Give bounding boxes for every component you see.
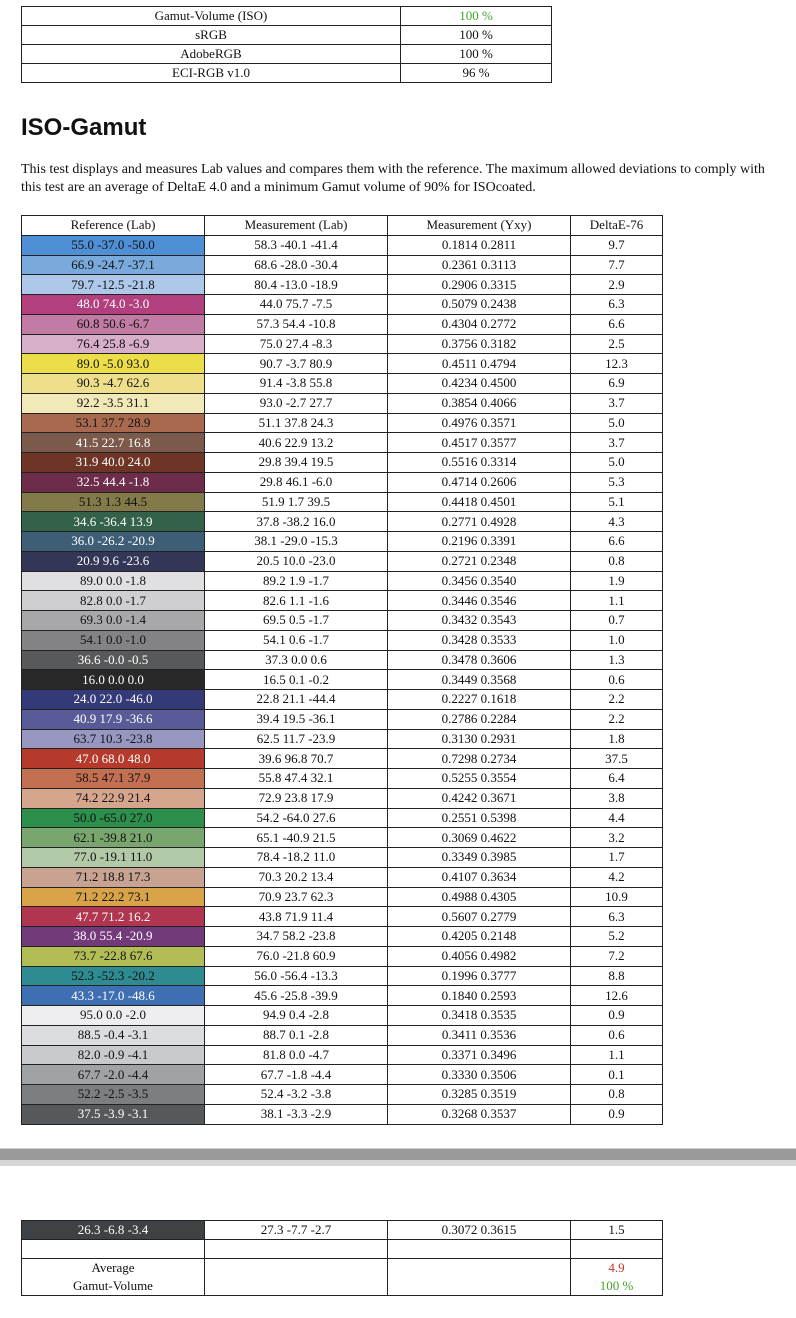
table-row	[22, 769, 663, 789]
table-row	[22, 848, 663, 868]
table-row	[22, 709, 663, 729]
deltae-cell: 2.2	[571, 690, 663, 710]
reference-lab-cell: 58.5 47.1 37.9	[22, 769, 205, 789]
measurement-yxy-cell: 0.3418 0.3535	[388, 1006, 571, 1026]
page-break-shadow	[0, 1160, 796, 1166]
deltae-cell: 6.9	[571, 374, 663, 394]
measurement-lab-cell: 16.5 0.1 -0.2	[205, 670, 388, 690]
measurement-yxy-cell: 0.4242 0.3671	[388, 788, 571, 808]
measurement-yxy-cell: 0.5607 0.2779	[388, 907, 571, 927]
reference-lab-cell: 38.0 55.4 -20.9	[22, 927, 205, 947]
measurement-yxy-cell: 0.2721 0.2348	[388, 551, 571, 571]
measurement-lab-cell: 67.7 -1.8 -4.4	[205, 1065, 388, 1085]
measurement-lab-cell: 72.9 23.8 17.9	[205, 788, 388, 808]
measurement-lab-cell: 58.3 -40.1 -41.4	[205, 235, 388, 255]
measurement-lab-cell: 76.0 -21.8 60.9	[205, 946, 388, 966]
gamut-volume-table	[21, 6, 552, 83]
table-row	[22, 1104, 663, 1124]
average-value: 4.9	[571, 1259, 663, 1278]
measurement-lab-cell: 45.6 -25.8 -39.9	[205, 986, 388, 1006]
measurement-lab-cell: 75.0 27.4 -8.3	[205, 334, 388, 354]
table-row	[22, 512, 663, 532]
table-row	[22, 630, 663, 650]
reference-lab-cell: 53.1 37.7 28.9	[22, 413, 205, 433]
measurement-lab-cell: 40.6 22.9 13.2	[205, 433, 388, 453]
deltae-cell: 6.3	[571, 295, 663, 315]
measurement-yxy-cell: 0.4511 0.4794	[388, 354, 571, 374]
deltae-cell: 1.5	[571, 1221, 663, 1240]
measurement-yxy-cell: 0.3854 0.4066	[388, 393, 571, 413]
measurement-yxy-cell: 0.5516 0.3314	[388, 453, 571, 473]
reference-lab-cell: 62.1 -39.8 21.0	[22, 828, 205, 848]
deltae-cell: 8.8	[571, 966, 663, 986]
table-row	[22, 690, 663, 710]
measurement-lab-cell: 29.8 46.1 -6.0	[205, 472, 388, 492]
measurement-lab-cell: 38.1 -3.3 -2.9	[205, 1104, 388, 1124]
table-row	[22, 393, 663, 413]
measurement-yxy-cell: 0.3756 0.3182	[388, 334, 571, 354]
deltae-cell: 9.7	[571, 235, 663, 255]
reference-lab-cell: 89.0 -5.0 93.0	[22, 354, 205, 374]
measurement-lab-cell: 91.4 -3.8 55.8	[205, 374, 388, 394]
deltae-cell: 12.3	[571, 354, 663, 374]
reference-lab-cell: 60.8 50.6 -6.7	[22, 314, 205, 334]
measurement-yxy-cell: 0.4107 0.3634	[388, 867, 571, 887]
header-measurement-lab: Measurement (Lab)	[205, 216, 388, 236]
table-header-row	[22, 216, 663, 236]
table-row	[22, 927, 663, 947]
reference-lab-cell: 74.2 22.9 21.4	[22, 788, 205, 808]
reference-lab-cell: 79.7 -12.5 -21.8	[22, 275, 205, 295]
deltae-cell: 2.5	[571, 334, 663, 354]
measurement-yxy-cell: 0.3069 0.4622	[388, 828, 571, 848]
gamut-value: 96 %	[401, 64, 552, 83]
measurement-yxy-cell: 0.3285 0.3519	[388, 1085, 571, 1105]
table-row	[22, 354, 663, 374]
measurement-yxy-cell: 0.3456 0.3540	[388, 571, 571, 591]
measurement-lab-cell: 44.0 75.7 -7.5	[205, 295, 388, 315]
reference-lab-cell: 47.7 71.2 16.2	[22, 907, 205, 927]
measurement-lab-cell: 37.3 0.0 0.6	[205, 650, 388, 670]
reference-lab-cell: 73.7 -22.8 67.6	[22, 946, 205, 966]
measurement-lab-cell: 54.1 0.6 -1.7	[205, 630, 388, 650]
measurement-yxy-cell: 0.3072 0.3615	[388, 1221, 571, 1240]
deltae-cell: 37.5	[571, 749, 663, 769]
table-row	[22, 314, 663, 334]
reference-lab-cell: 51.3 1.3 44.5	[22, 492, 205, 512]
reference-lab-cell: 43.3 -17.0 -48.6	[22, 986, 205, 1006]
reference-lab-cell: 36.0 -26.2 -20.9	[22, 532, 205, 552]
measurement-lab-cell: 82.6 1.1 -1.6	[205, 591, 388, 611]
deltae-cell: 1.0	[571, 630, 663, 650]
table-row	[22, 255, 663, 275]
measurement-yxy-cell: 0.3349 0.3985	[388, 848, 571, 868]
measurement-lab-cell: 56.0 -56.4 -13.3	[205, 966, 388, 986]
measurement-yxy-cell: 0.2771 0.4928	[388, 512, 571, 532]
reference-lab-cell: 82.0 -0.9 -4.1	[22, 1045, 205, 1065]
table-row	[22, 1085, 663, 1105]
measurement-yxy-cell: 0.4976 0.3571	[388, 413, 571, 433]
reference-lab-cell: 55.0 -37.0 -50.0	[22, 235, 205, 255]
table-row	[22, 986, 663, 1006]
measurement-yxy-cell: 0.1840 0.2593	[388, 986, 571, 1006]
table-row	[22, 1006, 663, 1026]
deltae-cell: 0.9	[571, 1006, 663, 1026]
measurement-yxy-cell: 0.2196 0.3391	[388, 532, 571, 552]
gamut-label: ECI-RGB v1.0	[22, 64, 401, 83]
measurement-yxy-cell: 0.2906 0.3315	[388, 275, 571, 295]
table-row	[22, 374, 663, 394]
measurement-yxy-cell: 0.3130 0.2931	[388, 729, 571, 749]
table-row	[22, 946, 663, 966]
deltae-cell: 3.7	[571, 393, 663, 413]
measurement-yxy-cell: 0.3268 0.3537	[388, 1104, 571, 1124]
deltae-cell: 10.9	[571, 887, 663, 907]
deltae-cell: 2.9	[571, 275, 663, 295]
deltae-cell: 0.6	[571, 1025, 663, 1045]
reference-lab-cell: 66.9 -24.7 -37.1	[22, 255, 205, 275]
table-row	[22, 334, 663, 354]
measurement-yxy-cell: 0.3478 0.3606	[388, 650, 571, 670]
deltae-cell: 7.2	[571, 946, 663, 966]
gamut-volume-label: Gamut-Volume	[22, 1277, 205, 1296]
deltae-cell: 3.7	[571, 433, 663, 453]
deltae-cell: 4.4	[571, 808, 663, 828]
measurement-lab-cell: 90.7 -3.7 80.9	[205, 354, 388, 374]
table-row	[22, 907, 663, 927]
measurement-lab-cell: 34.7 58.2 -23.8	[205, 927, 388, 947]
deltae-cell: 7.7	[571, 255, 663, 275]
reference-lab-cell: 71.2 22.2 73.1	[22, 887, 205, 907]
test-description: This test displays and measures Lab values and compares them with the reference. The maximum allowed deviations to comply with this test are an average of DeltaE 4.0 and a minimum Gamut volume of 90% for ISOcoated.	[21, 162, 765, 195]
iso-gamut-table	[21, 215, 663, 1125]
deltae-cell: 1.3	[571, 650, 663, 670]
measurement-yxy-cell: 0.1996 0.3777	[388, 966, 571, 986]
measurement-yxy-cell: 0.4205 0.2148	[388, 927, 571, 947]
measurement-lab-cell: 29.8 39.4 19.5	[205, 453, 388, 473]
measurement-lab-cell: 68.6 -28.0 -30.4	[205, 255, 388, 275]
measurement-yxy-cell: 0.4418 0.4501	[388, 492, 571, 512]
measurement-lab-cell: 43.8 71.9 11.4	[205, 907, 388, 927]
reference-lab-cell: 54.1 0.0 -1.0	[22, 630, 205, 650]
measurement-lab-cell: 54.2 -64.0 27.6	[205, 808, 388, 828]
deltae-cell: 0.9	[571, 1104, 663, 1124]
empty-cell	[571, 1240, 663, 1259]
header-reference-lab: Reference (Lab)	[22, 216, 205, 236]
deltae-cell: 0.6	[571, 670, 663, 690]
measurement-lab-cell: 27.3 -7.7 -2.7	[205, 1221, 388, 1240]
measurement-lab-cell: 81.8 0.0 -4.7	[205, 1045, 388, 1065]
reference-lab-cell: 24.0 22.0 -46.0	[22, 690, 205, 710]
empty-cell	[22, 1240, 205, 1259]
measurement-lab-cell: 20.5 10.0 -23.0	[205, 551, 388, 571]
deltae-cell: 4.2	[571, 867, 663, 887]
table-row	[22, 828, 663, 848]
measurement-yxy-cell: 0.3446 0.3546	[388, 591, 571, 611]
reference-lab-cell: 48.0 74.0 -3.0	[22, 295, 205, 315]
table-row	[22, 729, 663, 749]
table-row	[22, 295, 663, 315]
table-row	[22, 808, 663, 828]
deltae-cell: 0.7	[571, 611, 663, 631]
gamut-row	[22, 7, 552, 26]
table-row	[22, 1045, 663, 1065]
empty-row	[22, 1240, 663, 1259]
table-row	[22, 413, 663, 433]
deltae-cell: 5.0	[571, 453, 663, 473]
deltae-cell: 6.3	[571, 907, 663, 927]
reference-lab-cell: 63.7 10.3 -23.8	[22, 729, 205, 749]
measurement-yxy-cell: 0.3371 0.3496	[388, 1045, 571, 1065]
reference-lab-cell: 37.5 -3.9 -3.1	[22, 1104, 205, 1124]
section-title: ISO-Gamut	[21, 114, 147, 141]
measurement-lab-cell: 39.6 96.8 70.7	[205, 749, 388, 769]
measurement-lab-cell: 70.3 20.2 13.4	[205, 867, 388, 887]
measurement-yxy-cell: 0.2227 0.1618	[388, 690, 571, 710]
gamut-row	[22, 45, 552, 64]
measurement-lab-cell: 52.4 -3.2 -3.8	[205, 1085, 388, 1105]
gamut-label: sRGB	[22, 26, 401, 45]
reference-lab-cell: 71.2 18.8 17.3	[22, 867, 205, 887]
reference-lab-cell: 52.3 -52.3 -20.2	[22, 966, 205, 986]
measurement-lab-cell: 38.1 -29.0 -15.3	[205, 532, 388, 552]
deltae-cell: 6.6	[571, 314, 663, 334]
measurement-lab-cell: 39.4 19.5 -36.1	[205, 709, 388, 729]
reference-lab-cell: 40.9 17.9 -36.6	[22, 709, 205, 729]
measurement-yxy-cell: 0.2361 0.3113	[388, 255, 571, 275]
reference-lab-cell: 36.6 -0.0 -0.5	[22, 650, 205, 670]
deltae-cell: 2.2	[571, 709, 663, 729]
table-row	[22, 433, 663, 453]
reference-lab-cell: 41.5 22.7 16.8	[22, 433, 205, 453]
measurement-yxy-cell: 0.2786 0.2284	[388, 709, 571, 729]
empty-cell	[205, 1259, 388, 1278]
table-row	[22, 472, 663, 492]
measurement-yxy-cell: 0.5255 0.3554	[388, 769, 571, 789]
gamut-label: Gamut-Volume (ISO)	[22, 7, 401, 26]
measurement-yxy-cell: 0.4517 0.3577	[388, 433, 571, 453]
average-row	[22, 1259, 663, 1278]
measurement-lab-cell: 51.9 1.7 39.5	[205, 492, 388, 512]
table-row	[22, 1065, 663, 1085]
gamut-row	[22, 64, 552, 83]
deltae-cell: 1.8	[571, 729, 663, 749]
measurement-lab-cell: 57.3 54.4 -10.8	[205, 314, 388, 334]
reference-lab-cell: 69.3 0.0 -1.4	[22, 611, 205, 631]
deltae-cell: 6.4	[571, 769, 663, 789]
measurement-lab-cell: 51.1 37.8 24.3	[205, 413, 388, 433]
gamut-value: 100 %	[401, 45, 552, 64]
deltae-cell: 3.2	[571, 828, 663, 848]
deltae-cell: 12.6	[571, 986, 663, 1006]
summary-table	[21, 1220, 663, 1296]
deltae-cell: 6.6	[571, 532, 663, 552]
table-row	[22, 670, 663, 690]
deltae-cell: 4.3	[571, 512, 663, 532]
measurement-yxy-cell: 0.7298 0.2734	[388, 749, 571, 769]
measurement-yxy-cell: 0.4056 0.4982	[388, 946, 571, 966]
measurement-yxy-cell: 0.2551 0.5398	[388, 808, 571, 828]
reference-lab-cell: 76.4 25.8 -6.9	[22, 334, 205, 354]
measurement-lab-cell: 62.5 11.7 -23.9	[205, 729, 388, 749]
measurement-lab-cell: 69.5 0.5 -1.7	[205, 611, 388, 631]
reference-lab-cell: 26.3 -6.8 -3.4	[22, 1221, 205, 1240]
table-row	[22, 1221, 663, 1240]
reference-lab-cell: 50.0 -65.0 27.0	[22, 808, 205, 828]
measurement-lab-cell: 22.8 21.1 -44.4	[205, 690, 388, 710]
empty-cell	[388, 1240, 571, 1259]
table-row	[22, 611, 663, 631]
empty-cell	[388, 1259, 571, 1278]
deltae-cell: 5.1	[571, 492, 663, 512]
table-row	[22, 887, 663, 907]
measurement-lab-cell: 65.1 -40.9 21.5	[205, 828, 388, 848]
measurement-lab-cell: 80.4 -13.0 -18.9	[205, 275, 388, 295]
table-row	[22, 788, 663, 808]
gamut-row	[22, 26, 552, 45]
deltae-cell: 5.0	[571, 413, 663, 433]
deltae-cell: 5.3	[571, 472, 663, 492]
measurement-lab-cell: 88.7 0.1 -2.8	[205, 1025, 388, 1045]
average-label: Average	[22, 1259, 205, 1278]
measurement-yxy-cell: 0.3432 0.3543	[388, 611, 571, 631]
measurement-yxy-cell: 0.3411 0.3536	[388, 1025, 571, 1045]
reference-lab-cell: 31.9 40.0 24.0	[22, 453, 205, 473]
table-row	[22, 1025, 663, 1045]
deltae-cell: 3.8	[571, 788, 663, 808]
measurement-yxy-cell: 0.5079 0.2438	[388, 295, 571, 315]
gamut-value: 100 %	[401, 26, 552, 45]
gamut-value: 100 %	[401, 7, 552, 26]
table-row	[22, 867, 663, 887]
deltae-cell: 1.9	[571, 571, 663, 591]
measurement-lab-cell: 55.8 47.4 32.1	[205, 769, 388, 789]
gamut-volume-row	[22, 1277, 663, 1296]
measurement-lab-cell: 78.4 -18.2 11.0	[205, 848, 388, 868]
reference-lab-cell: 82.8 0.0 -1.7	[22, 591, 205, 611]
measurement-lab-cell: 93.0 -2.7 27.7	[205, 393, 388, 413]
table-row	[22, 551, 663, 571]
reference-lab-cell: 90.3 -4.7 62.6	[22, 374, 205, 394]
measurement-lab-cell: 70.9 23.7 62.3	[205, 887, 388, 907]
measurement-lab-cell: 89.2 1.9 -1.7	[205, 571, 388, 591]
measurement-yxy-cell: 0.3330 0.3506	[388, 1065, 571, 1085]
reference-lab-cell: 47.0 68.0 48.0	[22, 749, 205, 769]
reference-lab-cell: 77.0 -19.1 11.0	[22, 848, 205, 868]
deltae-cell: 1.1	[571, 1045, 663, 1065]
reference-lab-cell: 88.5 -0.4 -3.1	[22, 1025, 205, 1045]
reference-lab-cell: 67.7 -2.0 -4.4	[22, 1065, 205, 1085]
table-row	[22, 966, 663, 986]
deltae-cell: 0.8	[571, 1085, 663, 1105]
table-row	[22, 591, 663, 611]
empty-cell	[205, 1277, 388, 1296]
reference-lab-cell: 20.9 9.6 -23.6	[22, 551, 205, 571]
reference-lab-cell: 32.5 44.4 -1.8	[22, 472, 205, 492]
measurement-lab-cell: 94.9 0.4 -2.8	[205, 1006, 388, 1026]
measurement-lab-cell: 37.8 -38.2 16.0	[205, 512, 388, 532]
reference-lab-cell: 34.6 -36.4 13.9	[22, 512, 205, 532]
table-row	[22, 571, 663, 591]
empty-cell	[205, 1240, 388, 1259]
measurement-yxy-cell: 0.4714 0.2606	[388, 472, 571, 492]
reference-lab-cell: 95.0 0.0 -2.0	[22, 1006, 205, 1026]
header-deltae: DeltaE-76	[571, 216, 663, 236]
measurement-yxy-cell: 0.3428 0.3533	[388, 630, 571, 650]
deltae-cell: 1.1	[571, 591, 663, 611]
table-row	[22, 453, 663, 473]
deltae-cell: 0.1	[571, 1065, 663, 1085]
table-row	[22, 235, 663, 255]
empty-cell	[388, 1277, 571, 1296]
measurement-yxy-cell: 0.3449 0.3568	[388, 670, 571, 690]
reference-lab-cell: 16.0 0.0 0.0	[22, 670, 205, 690]
table-row	[22, 532, 663, 552]
gamut-label: AdobeRGB	[22, 45, 401, 64]
measurement-yxy-cell: 0.4304 0.2772	[388, 314, 571, 334]
deltae-cell: 0.8	[571, 551, 663, 571]
table-row	[22, 749, 663, 769]
table-row	[22, 650, 663, 670]
table-row	[22, 275, 663, 295]
header-measurement-yxy: Measurement (Yxy)	[388, 216, 571, 236]
gamut-volume-value: 100 %	[571, 1277, 663, 1296]
measurement-yxy-cell: 0.1814 0.2811	[388, 235, 571, 255]
reference-lab-cell: 52.2 -2.5 -3.5	[22, 1085, 205, 1105]
reference-lab-cell: 92.2 -3.5 31.1	[22, 393, 205, 413]
measurement-yxy-cell: 0.4988 0.4305	[388, 887, 571, 907]
deltae-cell: 5.2	[571, 927, 663, 947]
reference-lab-cell: 89.0 0.0 -1.8	[22, 571, 205, 591]
measurement-yxy-cell: 0.4234 0.4500	[388, 374, 571, 394]
deltae-cell: 1.7	[571, 848, 663, 868]
table-row	[22, 492, 663, 512]
